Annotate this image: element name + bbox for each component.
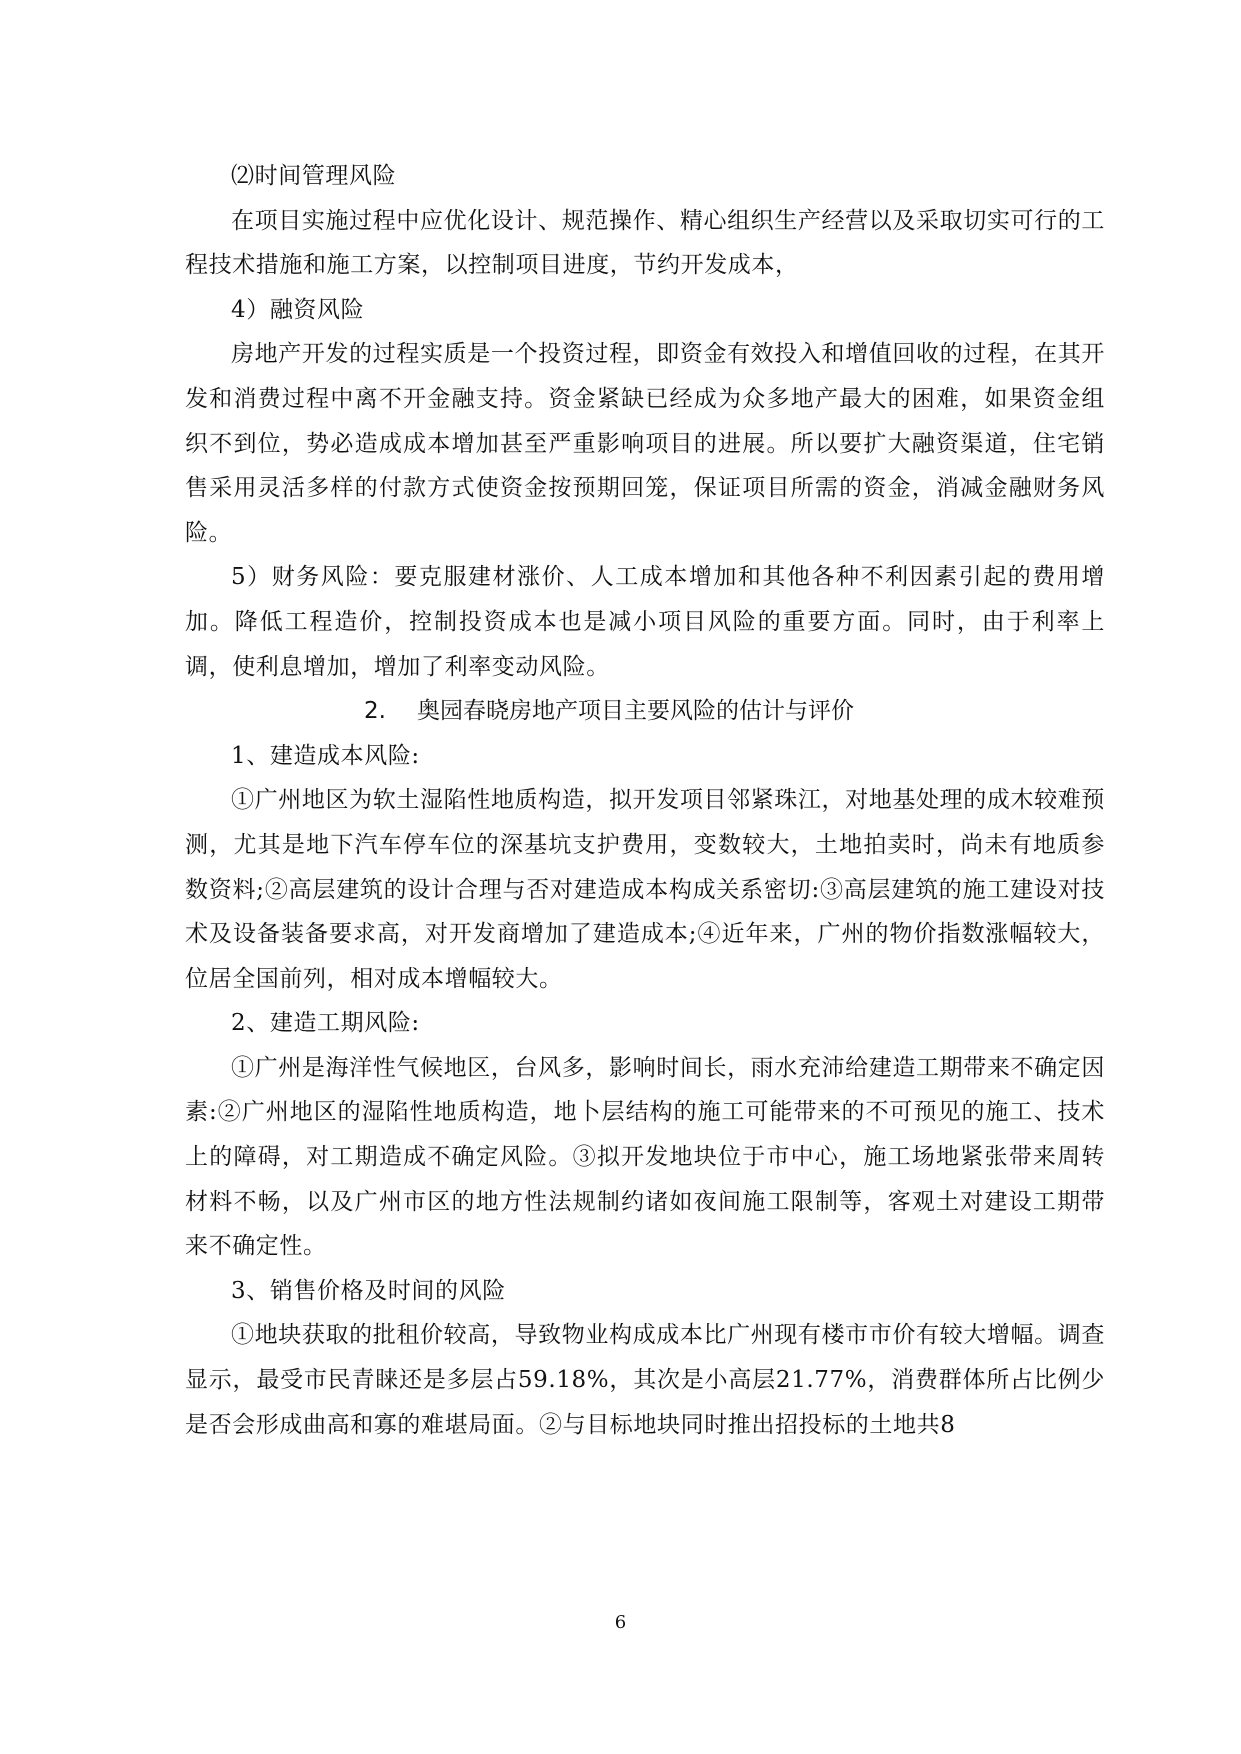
section-title: 奥园春晓房地产项目主要风险的估计与评价	[417, 698, 854, 725]
paragraph-construction-period: ①广州是海洋性气候地区，台风多，影响时间长，雨水充沛给建造工期带来不确定因素:②广州地区的湿陷性地质构造，地卜层结构的施工可能带来的不可预见的施工、技术上的障碍，对工期造成不确定风险。③拟开发地块位于市中心，施工场地紧张带来周转材料不畅，以及广州市区的地方性法规制约诸如夜间施工限制等，客观土对建设工期带来不确定性。	[185, 1054, 1105, 1260]
subsection-financing-risk: 4）融资风险	[231, 296, 365, 323]
paragraph-sales-price: ①地块获取的批租价较高，导致物业构成成本比广州现有楼市市价有较大增幅。调查显示，最受市民青睐还是多层占59.18%，其次是小高层21.77%，消费群体所占比例少是否会形成曲高和寡的难堪局面。②与目标地块同时推出招投标的土地共8	[185, 1322, 1105, 1438]
item-heading-construction-cost: 1、建造成本风险:	[231, 742, 420, 769]
page-number: 6	[614, 1612, 627, 1633]
item-heading-sales-price: 3、销售价格及时间的风险	[231, 1277, 506, 1304]
page-body	[185, 154, 1105, 1447]
paragraph-financing: 房地产开发的过程实质是一个投资过程，即资金有效投入和增值回收的过程，在其开发和消费过程中离不开金融支持。资金紧缺已经成为众多地产最大的困难，如果资金组织不到位，势必造成成本增加甚至严重影响项目的进展。所以要扩大融资渠道，住宅销售采用灵活多样的付款方式使资金按预期回笼，保证项目所需的资金，消减金融财务风险。	[185, 341, 1105, 546]
subsection-time-management-risk: ⑵时间管理风险	[231, 163, 397, 189]
paragraph-construction-cost: ①广州地区为软土湿陷性地质构造，拟开发项目邻紧珠江，对地基处理的成木较难预测，尤其是地下汽车停车位的深基坑支护费用，变数较大，土地拍卖时，尚未有地质参数资料;②高层建筑的设计合理与否对建造成本构成关系密切:③高层建筑的施工建设对技术及设备装备要求高，对开发商增加了建造成本;④近年来，广州的物价指数涨幅较大，位居全国前列，相对成本增幅较大。	[185, 787, 1105, 992]
section-heading	[185, 689, 1105, 734]
section-number: 2.	[364, 698, 386, 725]
paragraph-time-management: 在项目实施过程中应优化设计、规范操作、精心组织生产经营以及采取切实可行的工程技术措施和施工方案，以控制项目进度，节约开发成本，	[185, 207, 1105, 279]
item-heading-construction-period: 2、建造工期风险:	[231, 1010, 420, 1037]
paragraph-financial-risk: 5）财务风险：要克服建材涨价、人工成本增加和其他各种不利因素引起的费用增加。降低工程造价，控制投资成本也是减小项目风险的重要方面。同时，由于利率上调，使利息增加，增加了利率变动风险。	[185, 564, 1105, 680]
